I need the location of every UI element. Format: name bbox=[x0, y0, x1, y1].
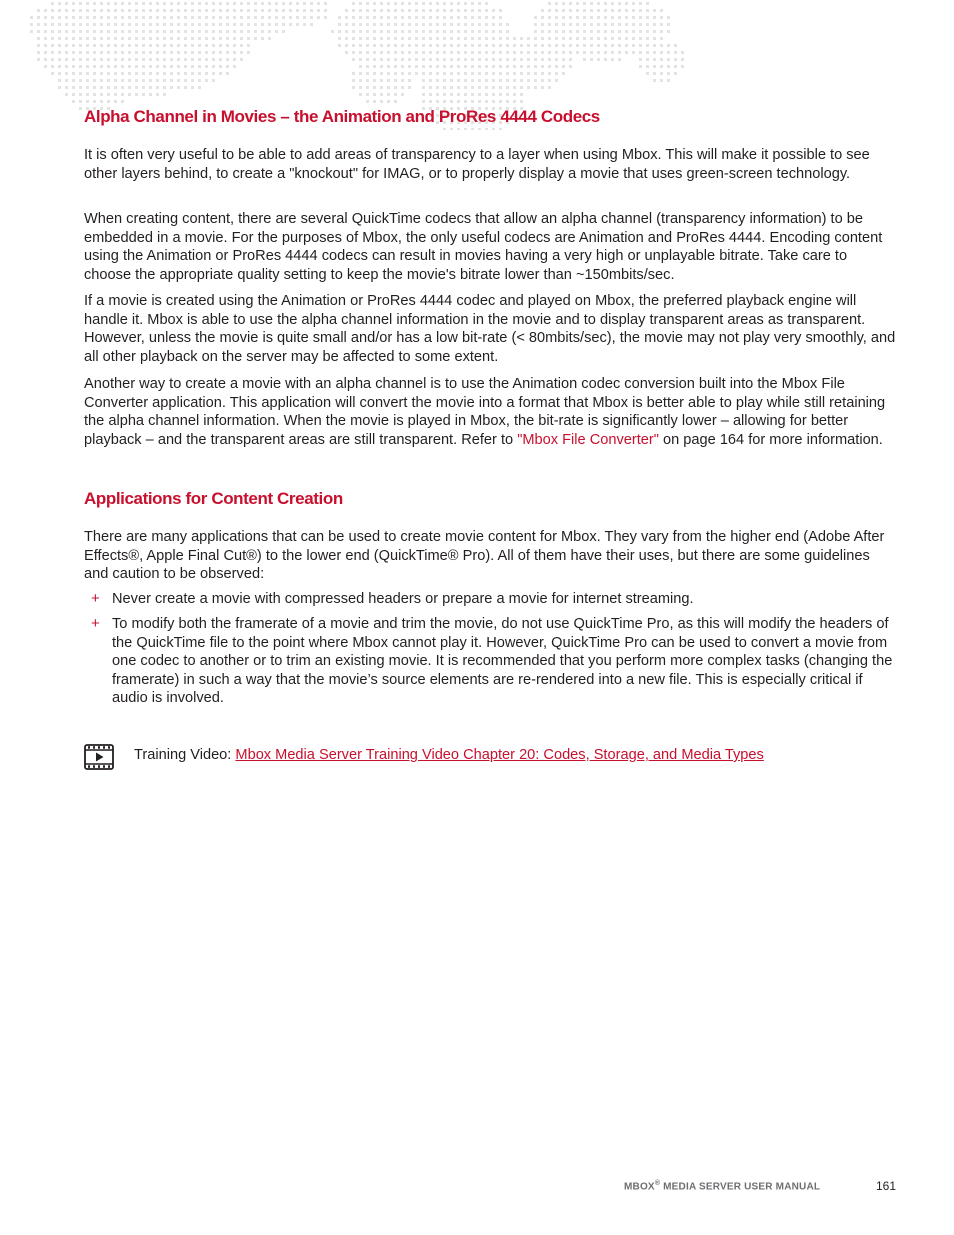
video-play-icon bbox=[84, 744, 114, 770]
paragraph: There are many applications that can be used to create movie content for Mbox. They vary from the higher end (Adobe After Effects®, Apple Final Cut®) to the lower end (QuickTime® Pro). All of them have their uses, but there are some guidelines and caution to be observed: bbox=[84, 529, 885, 583]
training-video-link[interactable]: Mbox Media Server Training Video Chapter 20: Codes, Storage, and Media Types bbox=[235, 747, 764, 763]
paragraph bbox=[84, 375, 896, 449]
footer-brand: MBOX bbox=[624, 1181, 655, 1193]
training-video-row bbox=[84, 744, 896, 772]
paragraph-text: Another way to create a movie with an alpha channel is to use the Animation codec conversion built into the Mbox File Converter application. This application will convert the movie into a format that Mbox is better able to play while still retaining the alpha channel information. When the movie is played in Mbox, the bit-rate is significantly lower – allowing for better playback – and the transparent areas are still transparent. Refer to bbox=[84, 376, 886, 448]
list-item bbox=[84, 590, 896, 609]
list-item-text: To modify both the framerate of a movie and trim the movie, do not use QuickTime Pro, as this will modify the headers of the QuickTime file to the point where Mbox cannot play it. However, QuickTime Pro can be used to convert a movie from one codec to another or to trim an existing movie. It is recommended that you perform more complex tasks (changing the framerate) in such a way that the movie’s source elements are re-rendered into a new file. This is especially critical if audio is involved. bbox=[112, 616, 893, 707]
paragraph: If a movie is created using the Animation or ProRes 4444 codec and played on Mbox, the preferred playback engine will handle it. Mbox is able to use the alpha channel information in the movie and to display transparent areas as transparent. However, unless the movie is quite small and/or has a low bit-rate (< 80mbits/sec), the movie may not play very smoothly, and all other playback on the server may be affected to some extent. bbox=[84, 293, 896, 365]
paragraph: When creating content, there are several QuickTime codecs that allow an alpha channel (transparency information) to be embedded in a movie. For the purposes of Mbox, the only useful codecs are Animation and ProRes 4444. Encoding content using the Animation or ProRes 4444 codecs can result in movies having a very high or unplayable bitrate. Take care to choose the appropriate quality setting to keep the movie's bitrate lower than ~150mbits/sec. bbox=[84, 211, 883, 283]
section-heading-applications: Applications for Content Creation bbox=[84, 489, 343, 508]
bullet-plus-icon: + bbox=[91, 590, 100, 607]
training-video-text bbox=[134, 746, 764, 765]
footer-manual-title: MEDIA SERVER USER MANUAL bbox=[660, 1181, 821, 1193]
list-item-text: Never create a movie with compressed headers or prepare a movie for internet streaming. bbox=[112, 591, 694, 607]
mbox-file-converter-link[interactable]: "Mbox File Converter" bbox=[517, 431, 659, 448]
page-number: 161 bbox=[876, 1179, 897, 1193]
footer-registered-mark: ® bbox=[654, 1180, 661, 1187]
section-heading-alpha-channel: Alpha Channel in Movies – the Animation and ProRes 4444 Codecs bbox=[84, 107, 600, 126]
list-item bbox=[84, 615, 896, 708]
bullet-plus-icon: + bbox=[91, 615, 100, 632]
paragraph-text: on page 164 for more information. bbox=[658, 431, 883, 448]
training-video-label: Training Video: bbox=[134, 747, 236, 763]
paragraph: It is often very useful to be able to add areas of transparency to a layer when using Mbox. This will make it possible to see other layers behind, to create a "knockout" for IMAG, or to properly display a movie that uses green-screen technology. bbox=[84, 147, 870, 182]
footer-title bbox=[624, 1180, 820, 1192]
